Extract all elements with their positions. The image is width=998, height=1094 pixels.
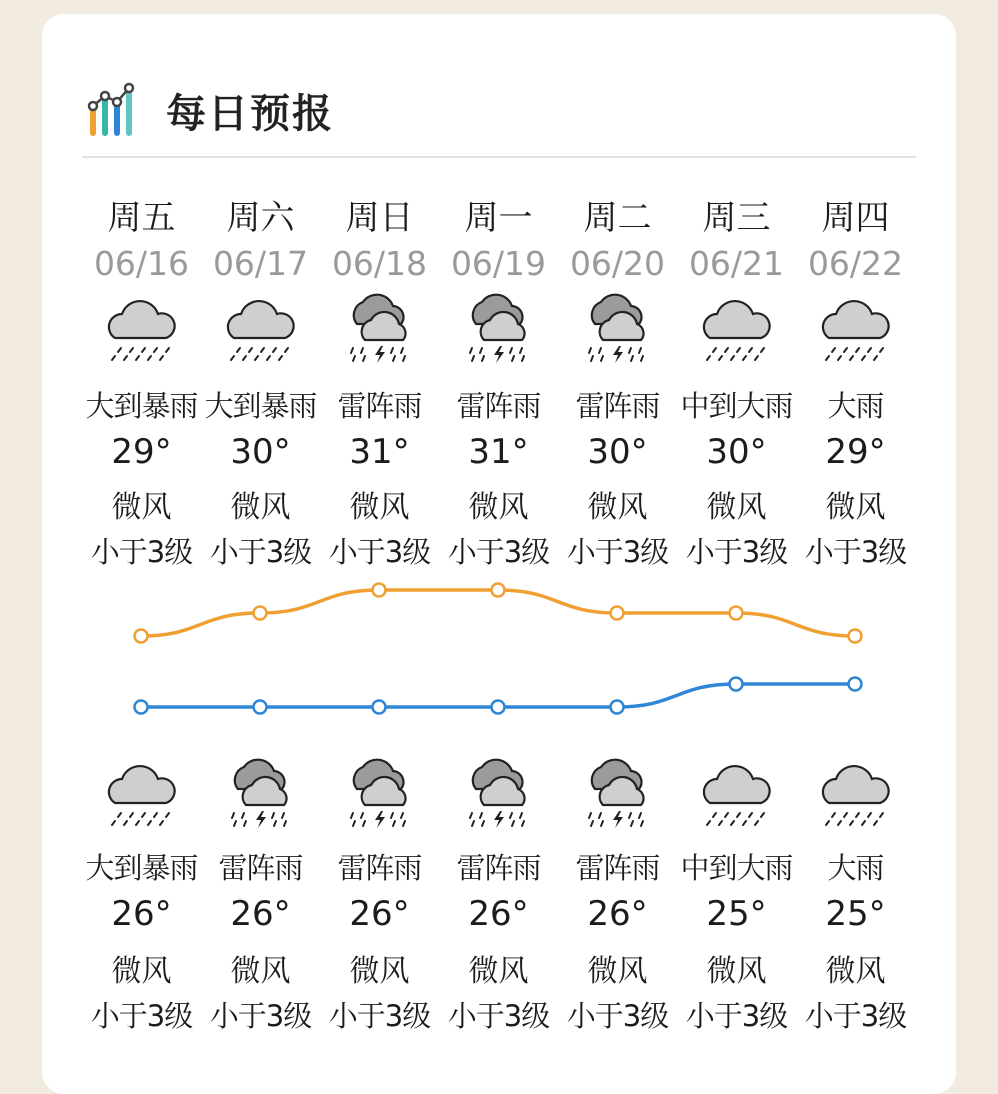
night-wind: 微风 [468,954,529,989]
day-of-week: 周日 [345,198,414,238]
day-temperature: 30° [230,432,291,472]
low-temp-point [611,701,624,714]
night-temperature: 25° [706,894,767,934]
day-condition: 中到大雨 [680,389,793,423]
date-label: 06/17 [212,244,309,283]
night-condition: 雷阵雨 [456,851,541,885]
night-wind-level: 小于3级 [447,999,550,1033]
day-condition: 大雨 [827,389,884,423]
date-label: 06/16 [93,244,190,283]
day-wind-level: 小于3级 [209,535,312,569]
night-wind: 微风 [230,954,291,989]
night-temperature: 26° [349,894,410,934]
night-wind: 微风 [706,954,767,989]
high-temp-point [849,630,862,643]
date-label: 06/18 [331,244,428,283]
day-of-week: 周二 [583,198,652,238]
day-of-week: 周六 [226,198,295,238]
low-temp-point [373,701,386,714]
night-condition: 大到暴雨 [85,851,198,885]
date-label: 06/21 [688,244,785,283]
low-temp-point [135,701,148,714]
day-temperature: 29° [825,432,886,472]
night-condition: 大雨 [827,851,884,885]
night-wind: 微风 [587,954,648,989]
night-wind: 微风 [349,954,410,989]
day-wind-level: 小于3级 [566,535,669,569]
day-wind-level: 小于3级 [328,535,431,569]
day-wind: 微风 [706,490,767,525]
day-wind-level: 小于3级 [685,535,788,569]
day-temperature: 30° [706,432,767,472]
day-of-week: 周四 [821,198,890,238]
day-wind-level: 小于3级 [447,535,550,569]
night-wind-level: 小于3级 [685,999,788,1033]
date-label: 06/19 [450,244,547,283]
day-temperature: 31° [468,432,529,472]
day-temperature: 30° [587,432,648,472]
day-wind: 微风 [587,490,648,525]
day-of-week: 周五 [107,198,176,238]
low-temp-point [730,678,743,691]
high-temp-point [373,584,386,597]
date-label: 06/22 [807,244,904,283]
night-wind-level: 小于3级 [328,999,431,1033]
day-wind: 微风 [825,490,886,525]
day-of-week: 周三 [702,198,771,238]
day-condition: 大到暴雨 [85,389,198,423]
night-temperature: 25° [825,894,886,934]
night-condition: 雷阵雨 [218,851,303,885]
night-wind: 微风 [825,954,886,989]
night-condition: 中到大雨 [680,851,793,885]
day-wind: 微风 [111,490,172,525]
day-condition: 雷阵雨 [575,389,660,423]
page-title: 每日预报 [166,90,334,137]
night-temperature: 26° [468,894,529,934]
date-label: 06/20 [569,244,666,283]
day-condition: 雷阵雨 [337,389,422,423]
day-of-week: 周一 [464,198,533,238]
day-condition: 大到暴雨 [204,389,317,423]
night-wind-level: 小于3级 [804,999,907,1033]
day-wind: 微风 [349,490,410,525]
night-temperature: 26° [587,894,648,934]
day-wind-level: 小于3级 [90,535,193,569]
night-condition: 雷阵雨 [337,851,422,885]
night-condition: 雷阵雨 [575,851,660,885]
low-temp-point [254,701,267,714]
high-temp-point [492,584,505,597]
day-temperature: 31° [349,432,410,472]
day-wind-level: 小于3级 [804,535,907,569]
high-temp-point [730,607,743,620]
day-wind: 微风 [230,490,291,525]
night-wind-level: 小于3级 [209,999,312,1033]
night-wind-level: 小于3级 [566,999,669,1033]
night-temperature: 26° [230,894,291,934]
low-temp-point [849,678,862,691]
high-temp-point [254,607,267,620]
night-wind: 微风 [111,954,172,989]
night-wind-level: 小于3级 [90,999,193,1033]
day-wind: 微风 [468,490,529,525]
day-temperature: 29° [111,432,172,472]
high-temp-point [135,630,148,643]
night-temperature: 26° [111,894,172,934]
low-temp-point [492,701,505,714]
day-condition: 雷阵雨 [456,389,541,423]
high-temp-point [611,607,624,620]
